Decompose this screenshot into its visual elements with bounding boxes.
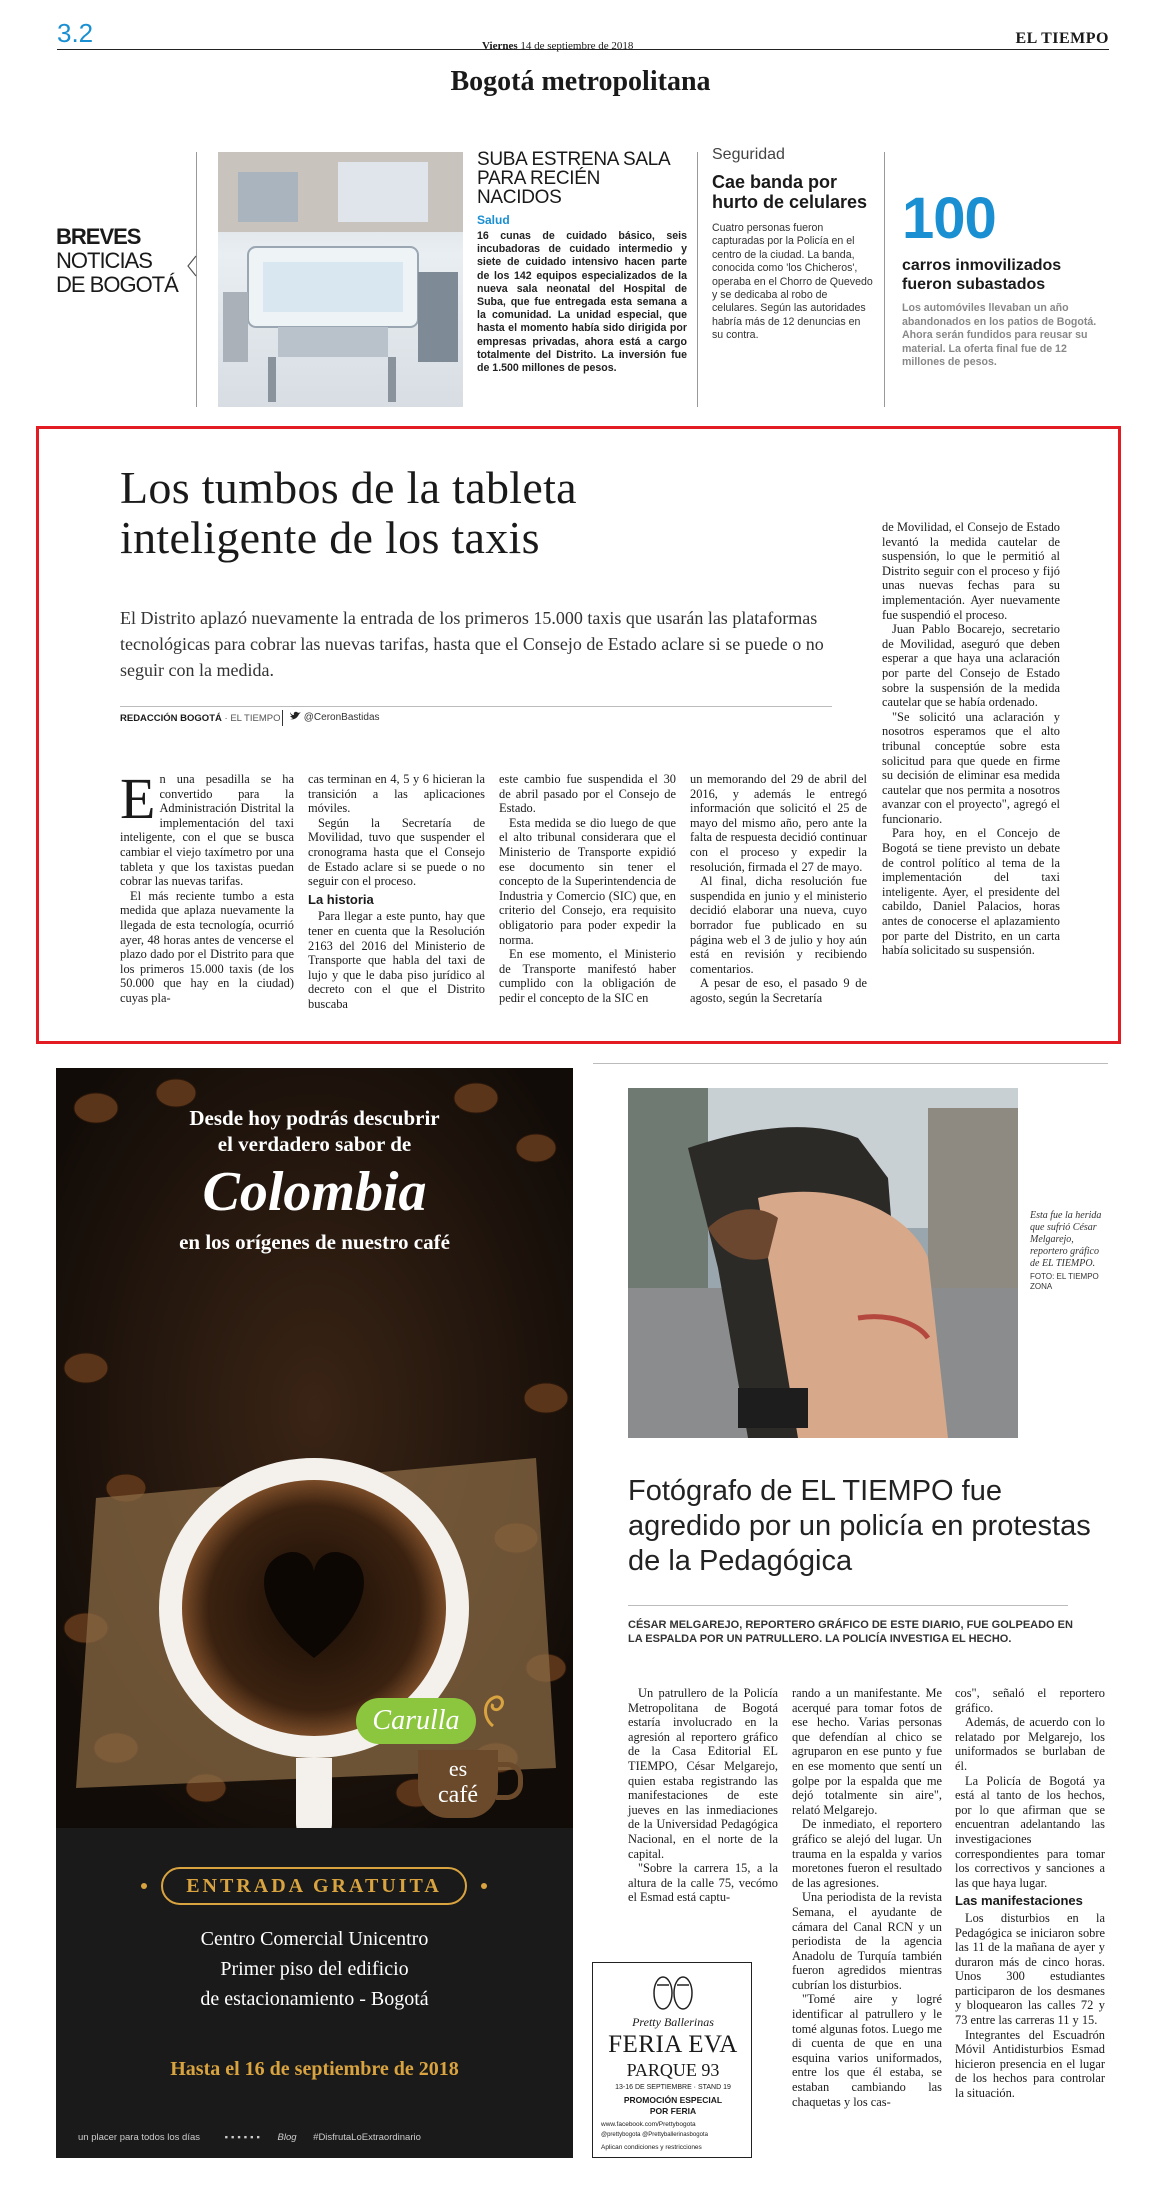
main-col5-p2: Juan Pablo Bocarejo, secretario de Movilidad, aseguró que deben esperar a que haya una aclaración por parte del Consejo de Estado sobre la suspensión de la medida cautelar que se había ordenado. bbox=[882, 622, 1060, 710]
main-col2-p1: cas terminan en 4, 5 y 6 hicieran la transición a las aplicaciones móviles. bbox=[308, 772, 485, 816]
ad-venue1: Centro Comercial Unicentro bbox=[200, 1928, 429, 1950]
ad-venue3: de estacionamiento - Bogotá bbox=[200, 1988, 429, 2010]
breve-suba bbox=[477, 150, 687, 375]
main-col-2 bbox=[308, 772, 485, 1012]
byline-outlet: · EL TIEMPO bbox=[224, 713, 281, 724]
photo-col-2 bbox=[792, 1686, 942, 2109]
breves-label-line3: DE BOGOTÁ bbox=[56, 272, 178, 297]
main-col4-p2: Al final, dicha resolución fue suspendida en junio y el ministerio decidió elaborar una nueva, cuyo borrador fue publicado en su página web el 3 de julio y hoy aún está en revisión y recibiendo comentarios. bbox=[690, 874, 867, 976]
page-number: 3.2 bbox=[57, 18, 94, 48]
photo-col2-p3: Una periodista de la revista Semana, el ayudante de cámara del Canal RCN y un periodista de la agencia Anadolu de Turquía también fueron agredidos mientras cubrían los disturbios. bbox=[792, 1890, 942, 1992]
photo-col3-subhead: Las manifestaciones bbox=[955, 1893, 1083, 1909]
photo-credit: FOTO: EL TIEMPO ZONA bbox=[1030, 1272, 1099, 1291]
main-col2-p2: Según la Secretaría de Movilidad, tuvo que suspender el cronograma hasta que el Consejo de Estado aclare si se puede o no seguir con el proceso. bbox=[308, 815, 485, 889]
photo-caption bbox=[1030, 1210, 1102, 1292]
social-icons: ▪▪▪▪▪▪ bbox=[224, 2132, 263, 2143]
photo-col2-p1: rando a un manifestante. Me acerqué para tomar fotos de ese hecho. Varias personas que defendían al chico se agruparon en ese punto y fue en ese momento que sentí un golpe por la espalda que me dejó totalmente sin aire", relató Melgarejo. bbox=[792, 1686, 942, 1817]
photo-col2-p4: "Tomé aire y logré identificar al patrullero y le tomé algunas fotos. Luego me di cuenta de que en una esquina varios uniformados, entre los que él estaba, se estaban cambiando las chaquetas y los cas- bbox=[792, 1992, 942, 2109]
photo-caption-text: Esta fue la herida que sufrió César Melgarejo, reportero gráfico de EL TIEMPO. bbox=[1030, 1210, 1102, 1269]
date-day: Viernes bbox=[482, 40, 518, 52]
carulla-swirl-icon bbox=[478, 1688, 508, 1728]
photo-col-3 bbox=[955, 1686, 1105, 2101]
breve-carros-title: carros inmovilizados fueron subastados bbox=[902, 257, 1062, 293]
photo-col3-p4: Los disturbios en la Pedagógica se iniciaron sobre las 11 de la mañana de ayer y duraron más de cinco horas. Unos 300 estudiantes participaron de los desmanes y bloquearon las calles 72 y 73 entre las carreras 11 y 15. bbox=[955, 1910, 1105, 2028]
photo-col3-p1: cos", señaló el reportero gráfico. bbox=[955, 1686, 1105, 1715]
brand-logo: EL TIEMPO bbox=[1015, 30, 1109, 47]
ad-entrada: ENTRADA GRATUITA bbox=[186, 1875, 442, 1897]
main-col5-p3: "Se solicitó una aclaración y nosotros esperamos que el alto tribunal conceptúe sobre esta solicitud para que quede en firme su decisión de eliminar esa medida cautelar que nos permita a nosotros avanzar con el proyecto", agregó el funcionario. bbox=[882, 709, 1060, 826]
byline-rule bbox=[120, 706, 832, 707]
breve-banda-kicker: Seguridad bbox=[712, 146, 785, 163]
photo-col3-p2: Además, de acuerdo con lo relatado por Melgarejo, los uniformados se burlaban de él. bbox=[955, 1715, 1105, 1773]
main-col3-p2: Esta medida se dio luego de que el alto tribunal considerara que el Ministerio de Transporte expidió ese documento sin tener el concepto de la Superintendencia de Industria y Comercio (SIC) que, en criterio del Consejo, era requisito obligatorio para poder expedir la norma. bbox=[499, 815, 676, 947]
photo-col-1 bbox=[628, 1686, 778, 1905]
byline-author: REDACCIÓN BOGOTÁ bbox=[120, 713, 222, 724]
main-headline bbox=[120, 463, 577, 563]
feria-ad[interactable] bbox=[592, 1962, 752, 2158]
ad-line1: Desde hoy podrás descubrir bbox=[189, 1106, 440, 1130]
incubator-illustration bbox=[218, 152, 463, 407]
photo-col1-p1: Un patrullero de la Policía Metropolitana de Bogotá estaría involucrado en la agresión al reportero gráfico de la Casa Editorial EL TIEMPO, César Melgarejo, quien estaba registrando las manifestaciones de este jueves en las inmediaciones de la Universidad Pedagógica Nacional, en el norte de la capital. bbox=[628, 1686, 778, 1861]
ad-dots-decoration bbox=[56, 1880, 573, 1892]
ad-line3: en los orígenes de nuestro café bbox=[179, 1230, 450, 1254]
main-lead: El Distrito aplazó nuevamente la entrada de los primeros 15.000 taxis que usarán las plataformas tecnológicas para cobrar las nuevas tarifas, hasta que el Consejo de Estado aclare si se puede o no seguir con la medida. bbox=[120, 608, 824, 680]
main-col2-p3: Para llegar a este punto, hay que tener en cuenta que la Resolución 2163 del 2016 del Ministerio de Transporte que habla del taxi de lujo y que le daba piso jurídico al decreto con el que el Distrito buscaba bbox=[308, 909, 485, 1011]
twitter-handle-text: @CeronBastidas bbox=[303, 712, 380, 723]
main-col2-subhead: La historia bbox=[308, 891, 374, 907]
ad-footer-blog: Blog bbox=[277, 2132, 297, 2143]
coffee-ad[interactable] bbox=[56, 1068, 573, 2158]
feria-promo1: PROMOCIÓN ESPECIAL bbox=[623, 2095, 723, 2105]
breves-arrow-icon bbox=[186, 255, 198, 277]
carulla-logo bbox=[356, 1678, 536, 1828]
main-col-1 bbox=[120, 766, 294, 1006]
breve-carros-text: Los automóviles llevaban un año abandonados en los patios de Bogotá. Ahora serán fundidos para reusar su material. La oferta final fue de 12 millones de pesos. bbox=[902, 302, 1097, 369]
section-title: Bogotá metropolitana bbox=[450, 66, 711, 97]
cup-es: es bbox=[448, 1756, 468, 1781]
main-col1-p1: n una pesadilla se ha convertido para la Administración Distrital la implementación del taxi inteligente, con el que se busca cambiar el viejo taxímetro por una tableta y que los taxistas puedan cobrar las nuevas tarifas. bbox=[120, 772, 294, 889]
breve-suba-title: SUBA ESTRENA SALA PARA RECIÉN NACIDOS bbox=[477, 149, 670, 208]
ad-line2: el verdadero sabor de bbox=[217, 1132, 412, 1156]
main-headline-line1: Los tumbos de la tableta bbox=[120, 462, 577, 513]
breves-label-bold: BREVES bbox=[56, 224, 141, 249]
twitter-icon bbox=[290, 711, 301, 721]
photo-summary-rule bbox=[628, 1605, 1068, 1606]
ad-footer bbox=[78, 2132, 558, 2143]
main-col4-p1: un memorando del 29 de abril del 2016, y además le entregó información que solicitó el 25 de mayo del mismo año, pero ante la falta de respuesta decidió continuar con el proceso y expedir la resolución, firmada el 27 de mayo. bbox=[690, 772, 867, 874]
breves-separator-2 bbox=[697, 152, 698, 407]
photo-col2-p2: De inmediato, el reportero gráfico se alejó del lugar. Un trauma en la espalda y varios moretones fueron el resultado de las agresiones. bbox=[792, 1817, 942, 1890]
main-col3-p3: En ese momento, el Ministerio de Transporte manifestó haber cumplido con la obligación de pedir el concepto de la SIC en bbox=[499, 947, 676, 1005]
breve-suba-kicker: Salud bbox=[477, 213, 510, 227]
main-col5-p1: de Movilidad, el Consejo de Estado levantó la medida cautelar de suspensión, lo que le permitió al Distrito seguir con el proceso y fijó unas nuevas fechas para su implementación. Ayer nuevamente fue suspendió el proceso. bbox=[882, 520, 1060, 622]
main-col4-p3: A pesar de eso, el pasado 9 de agosto, según la Secretaría bbox=[690, 976, 867, 1005]
breve-suba-text: 16 cunas de cuidado básico, seis incubadoras de cuidado intermedio y siete de cuidado intensivo hacen parte de los 142 equipos especializados de la nueva sala neonatal del Hospital de Suba, que fue entregada esta semana a la comunidad. La unidad especial, que hasta el momento había sido dirigida por empresas privadas, ahora está a cargo totalmente del Distrito. La inversión fue de 1.500 millones de pesos. bbox=[477, 230, 687, 375]
feria-title: FERIA EVA bbox=[608, 2031, 738, 2058]
breve-carros-number: 100 bbox=[902, 186, 996, 251]
main-col3-p1: este cambio fue suspendida el 30 de abril pasado por el Consejo de Estado. bbox=[499, 772, 676, 816]
breves-separator-1 bbox=[196, 152, 197, 407]
feria-promo2: POR FERIA bbox=[649, 2106, 697, 2116]
feria-facebook[interactable]: www.facebook.com/Prettybogota bbox=[601, 2121, 696, 2128]
ad-script-colombia: Colombia bbox=[202, 1161, 427, 1223]
ballerina-shoes-icon bbox=[643, 1971, 703, 2011]
photo-col1-p2: "Sobre la carrera 15, a la altura de la calle 75, vecómo el Esmad está captu- bbox=[628, 1861, 778, 1905]
photo-col3-p5: Integrantes del Escuadrón Móvil Antidisturbios Esmad hicieron presencia en el lugar de los hechos para controlar la situación. bbox=[955, 2027, 1105, 2101]
ad-footer-tag: #DisfrutaLoExtraordinario bbox=[313, 2132, 421, 2143]
breves-separator-3 bbox=[884, 152, 885, 407]
breve-banda bbox=[712, 146, 874, 343]
cup-cafe: café bbox=[438, 1782, 478, 1808]
feria-social[interactable]: @prettybogota @Prettyballerinasbogota bbox=[601, 2132, 708, 2138]
injury-photo-art bbox=[628, 1088, 1018, 1438]
ad-venue2: Primer piso del edificio bbox=[220, 1958, 409, 1980]
feria-terms: Aplican condiciones y restricciones bbox=[601, 2144, 702, 2151]
date-rest: 14 de septiembre de 2018 bbox=[520, 40, 634, 52]
dropcap: E bbox=[120, 766, 156, 831]
ad-footer-left: un placer para todos los días bbox=[78, 2132, 200, 2143]
photo-headline: Fotógrafo de EL TIEMPO fue agredido por un policía en protestas de la Pedagógica bbox=[628, 1475, 1091, 1577]
breves-label bbox=[56, 225, 178, 297]
main-col-5 bbox=[882, 520, 1060, 958]
photo-article-top-rule bbox=[593, 1063, 1108, 1064]
ad-date: Hasta el 16 de septiembre de 2018 bbox=[170, 2058, 459, 2080]
main-col-4 bbox=[690, 772, 867, 1006]
breves-label-line2: NOTICIAS bbox=[56, 248, 152, 273]
injury-photo bbox=[628, 1088, 1018, 1438]
main-col1-p2: El más reciente tumbo a esta medida que aplaza nuevamente la llegada de esta tecnología, ocurrió ayer, 48 horas antes de vencerse el plazo dado por el Distrito para que los primeros 15.000 taxis (de los 50.000 que hay en la ciudad) cuyas pla- bbox=[120, 888, 294, 1005]
cup-handle bbox=[496, 1762, 523, 1800]
byline bbox=[120, 713, 280, 724]
hospital-photo bbox=[218, 152, 463, 407]
breve-banda-title: Cae banda por hurto de celulares bbox=[712, 172, 868, 212]
carulla-brand: Carulla bbox=[356, 1698, 476, 1744]
feria-subtitle: PARQUE 93 bbox=[626, 2060, 720, 2080]
photo-summary: CÉSAR MELGAREJO, REPORTERO GRÁFICO DE ESTE DIARIO, FUE GOLPEADO EN LA ESPALDA POR UN PATRULLERO. LA POLICÍA INVESTIGA EL HECHO. bbox=[628, 1619, 1073, 1645]
feria-brand: Pretty Ballerinas bbox=[632, 2015, 714, 2029]
main-col5-p4: Para hoy, en el Concejo de Bogotá se tiene previsto un debate de control político al tema de la implementación del taxi inteligente. Ayer, el presidente del cabildo, Daniel Palacios, horas antes de conocerse el aplazamiento por parte del Distrito, en un carta había solicitado su suspensión. bbox=[882, 826, 1060, 958]
breve-carros bbox=[902, 186, 1102, 370]
twitter-handle[interactable] bbox=[290, 711, 380, 723]
breve-banda-text: Cuatro personas fueron capturadas por la Policía en el centro de la ciudad. La banda, conocida como 'los Chicheros', operaba en el Chorro de Quevedo y se dedicaba al robo de celulares. Según las autoridades habría más de 12 denuncias en su contra. bbox=[712, 222, 873, 342]
photo-col3-p3: La Policía de Bogotá ya está al tanto de los hechos, por lo que afirman que se encuentran adelantando las investigaciones correspondientes para tomar los correctivos y sanciones a las que haya lugar. bbox=[955, 1773, 1105, 1890]
feria-dates: 13-16 DE SEPTIEMBRE · STAND 19 bbox=[615, 2084, 731, 2091]
main-col-3 bbox=[499, 772, 676, 1006]
date-line bbox=[482, 40, 633, 52]
byline-divider bbox=[282, 710, 283, 726]
main-headline-line2: inteligente de los taxis bbox=[120, 512, 540, 563]
